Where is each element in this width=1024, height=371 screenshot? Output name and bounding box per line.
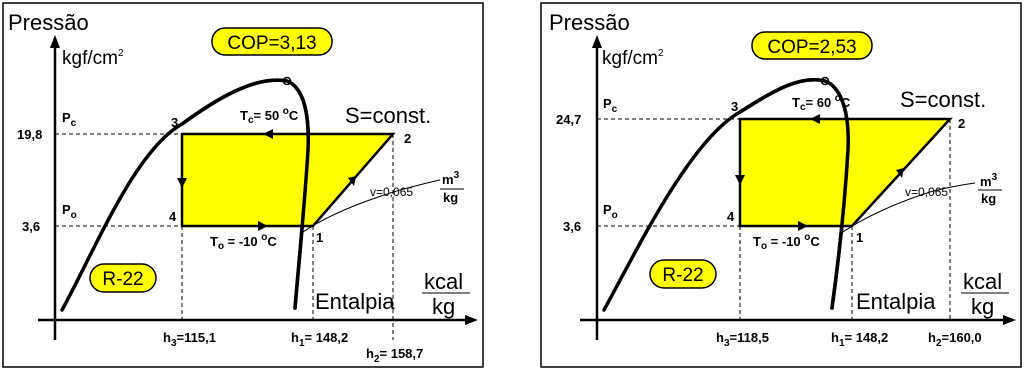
pc-value: 24,7 xyxy=(556,112,582,127)
h1-label: $h_1= 148,2$ xyxy=(831,330,889,349)
refrigerant-label: R-22 xyxy=(102,269,144,290)
x-axis-title: Entalpia xyxy=(856,289,936,314)
po-label: $P_o$ xyxy=(603,202,618,221)
point-4-label: 4 xyxy=(169,209,177,224)
point-2-label: 2 xyxy=(404,131,412,146)
specific-volume-label: v=0,065 xyxy=(905,185,949,199)
y-axis-unit: kgf/$cm^2$ xyxy=(602,48,664,69)
isentropic-label: S=const. xyxy=(345,103,432,128)
point-4-label: 4 xyxy=(727,209,735,224)
specific-volume-unit-num: $m^3$ xyxy=(980,172,998,189)
po-value: 3,6 xyxy=(22,219,41,234)
point-2-label: 2 xyxy=(958,116,966,131)
tc-label: $T_c= 60$ $^o$C xyxy=(792,93,851,113)
pc-value: 19,8 xyxy=(17,127,43,142)
h2-label: $h_2= 158,7$ xyxy=(366,346,424,365)
h1-label: $h_1= 148,2$ xyxy=(291,330,349,349)
po-label: $P_o$ xyxy=(62,202,77,221)
to-label: $T_o = -10$ $^o$C xyxy=(753,232,820,252)
x-axis-unit-numerator: kcal xyxy=(963,269,1003,294)
point-1-label: 1 xyxy=(316,230,324,245)
y-axis-unit: kgf/$cm^2$ xyxy=(62,48,124,69)
h2-label: $h_2=160,0$ xyxy=(928,330,982,349)
to-label: $T_o = -10$ $^o$C xyxy=(210,232,277,252)
isentropic-label: S=const. xyxy=(900,87,987,112)
x-axis-title: Entalpia xyxy=(315,289,395,314)
left-panel xyxy=(3,3,483,367)
y-axis-title: Pressão xyxy=(549,10,630,35)
point-3-label: 3 xyxy=(731,99,739,114)
h3-label: $h_3=118,5$ xyxy=(716,330,769,349)
tc-label: $T_c= 50$ $^o$C xyxy=(240,106,299,126)
cop-value: COP=3,13 xyxy=(227,33,317,54)
pc-label: $P_c$ xyxy=(603,96,618,115)
point-3-label: 3 xyxy=(171,115,179,130)
y-axis-title: Pressão xyxy=(8,10,89,35)
x-axis-unit-denominator: kg xyxy=(432,294,456,319)
specific-volume-unit-num: $m^3$ xyxy=(442,170,460,187)
pc-label: $P_c$ xyxy=(62,110,77,129)
cop-value: COP=2,53 xyxy=(767,37,857,58)
specific-volume-unit-den: kg xyxy=(981,191,997,206)
specific-volume-unit-den: kg xyxy=(443,190,459,205)
right-panel xyxy=(541,3,1021,367)
h3-label: $h_3=115,1$ xyxy=(163,330,216,349)
specific-volume-label: v=0,065 xyxy=(370,185,414,199)
x-axis-unit-numerator: kcal xyxy=(424,269,464,294)
x-axis-unit-denominator: kg xyxy=(971,294,995,319)
po-value: 3,6 xyxy=(563,219,582,234)
refrigerant-label: R-22 xyxy=(662,265,704,286)
point-1-label: 1 xyxy=(856,230,864,245)
